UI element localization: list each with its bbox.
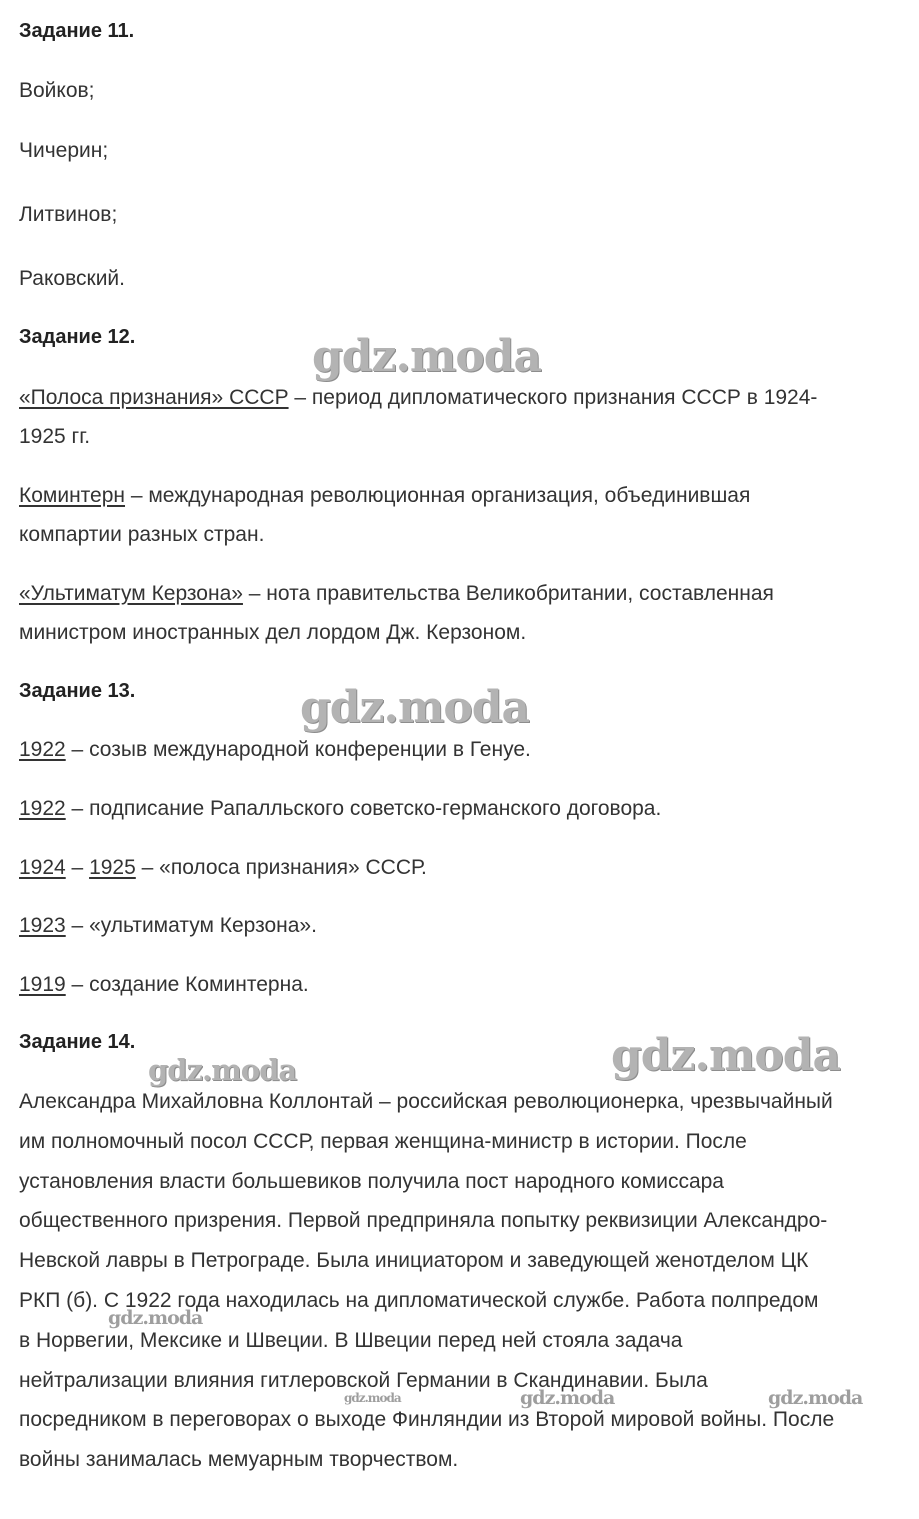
timeline-row [19, 797, 661, 821]
paragraph-line: Александра Михайловна Коллонтай – российская революционерка, чрезвычайный [19, 1090, 833, 1113]
event-text: – подписание Рапалльского советско-германского договора. [65, 797, 662, 820]
timeline-row [19, 914, 317, 938]
task-12-entry [19, 386, 817, 410]
term-link[interactable]: «Полоса признания» СССР [19, 386, 289, 409]
term-link[interactable]: Коминтерн [19, 484, 126, 507]
watermark: gdz.moda [768, 1387, 863, 1409]
range-dash: – [65, 856, 90, 879]
timeline-row [19, 738, 531, 762]
term-definition-cont: 1925 гг. [19, 425, 91, 448]
term-definition-cont: компартии разных стран. [19, 523, 265, 546]
paragraph-line: им полномочный посол СССР, первая женщина-министр в истории. После [19, 1130, 747, 1153]
year-link[interactable]: 1922 [19, 797, 66, 820]
event-text: – создание Коминтерна. [65, 973, 309, 996]
timeline-row [19, 856, 427, 880]
paragraph-line: установления власти большевиков получила пост народного комиссара [19, 1170, 724, 1193]
task-13-heading: Задание 13. [19, 680, 136, 702]
term-link[interactable]: «Ультиматум Керзона» [19, 582, 243, 605]
year-link[interactable]: 1924 [19, 856, 66, 879]
event-text: – «полоса признания» СССР. [135, 856, 427, 879]
task-12-entry [19, 582, 774, 606]
year-link[interactable]: 1919 [19, 973, 66, 996]
watermark: gdz.moda [520, 1387, 615, 1409]
watermark: gdz.moda [312, 331, 542, 382]
paragraph-line: в Норвегии, Мексике и Швеции. В Швеции перед ней стояла задача [19, 1329, 683, 1352]
task-12-heading: Задание 12. [19, 326, 136, 348]
term-definition: – нота правительства Великобритании, составленная [242, 582, 774, 605]
paragraph-line: войны занималась мемуарным творчеством. [19, 1448, 459, 1471]
watermark: gdz.moda [300, 682, 530, 733]
term-definition: – международная революционная организация, объединившая [125, 484, 751, 507]
year-link[interactable]: 1925 [89, 856, 136, 879]
task-11-item: Чичерин; [19, 139, 109, 162]
event-text: – созыв международной конференции в Генуе. [65, 738, 531, 761]
task-11-item: Войков; [19, 79, 95, 102]
term-definition: – период дипломатического признания СССР в 1924- [288, 386, 818, 409]
paragraph-line: посредником в переговорах о выходе Финляндии из Второй мировой войны. После [19, 1408, 835, 1431]
watermark: gdz.moda [108, 1307, 203, 1329]
paragraph-line: Невской лавры в Петрограде. Была инициатором и заведующей женотделом ЦК [19, 1249, 809, 1272]
watermark: gdz.moda [344, 1391, 401, 1405]
watermark: gdz.moda [611, 1030, 841, 1081]
year-link[interactable]: 1923 [19, 914, 66, 937]
paragraph-line: РКП (б). С 1922 года находилась на дипломатической службе. Работа полпредом [19, 1289, 819, 1312]
paragraph-line: нейтрализации влияния гитлеровской Германии в Скандинавии. Была [19, 1369, 708, 1392]
task-14-heading: Задание 14. [19, 1031, 136, 1053]
task-11-heading: Задание 11. [19, 20, 135, 42]
watermark: gdz.moda [148, 1053, 297, 1087]
year-link[interactable]: 1922 [19, 738, 66, 761]
task-11-item: Раковский. [19, 267, 125, 290]
event-text: – «ультиматум Керзона». [65, 914, 317, 937]
task-12-entry [19, 484, 750, 508]
term-definition-cont: министром иностранных дел лордом Дж. Керзоном. [19, 621, 527, 644]
paragraph-line: общественного призрения. Первой предприняла попытку реквизиции Александро- [19, 1209, 828, 1232]
task-11-item: Литвинов; [19, 203, 118, 226]
timeline-row [19, 973, 309, 997]
